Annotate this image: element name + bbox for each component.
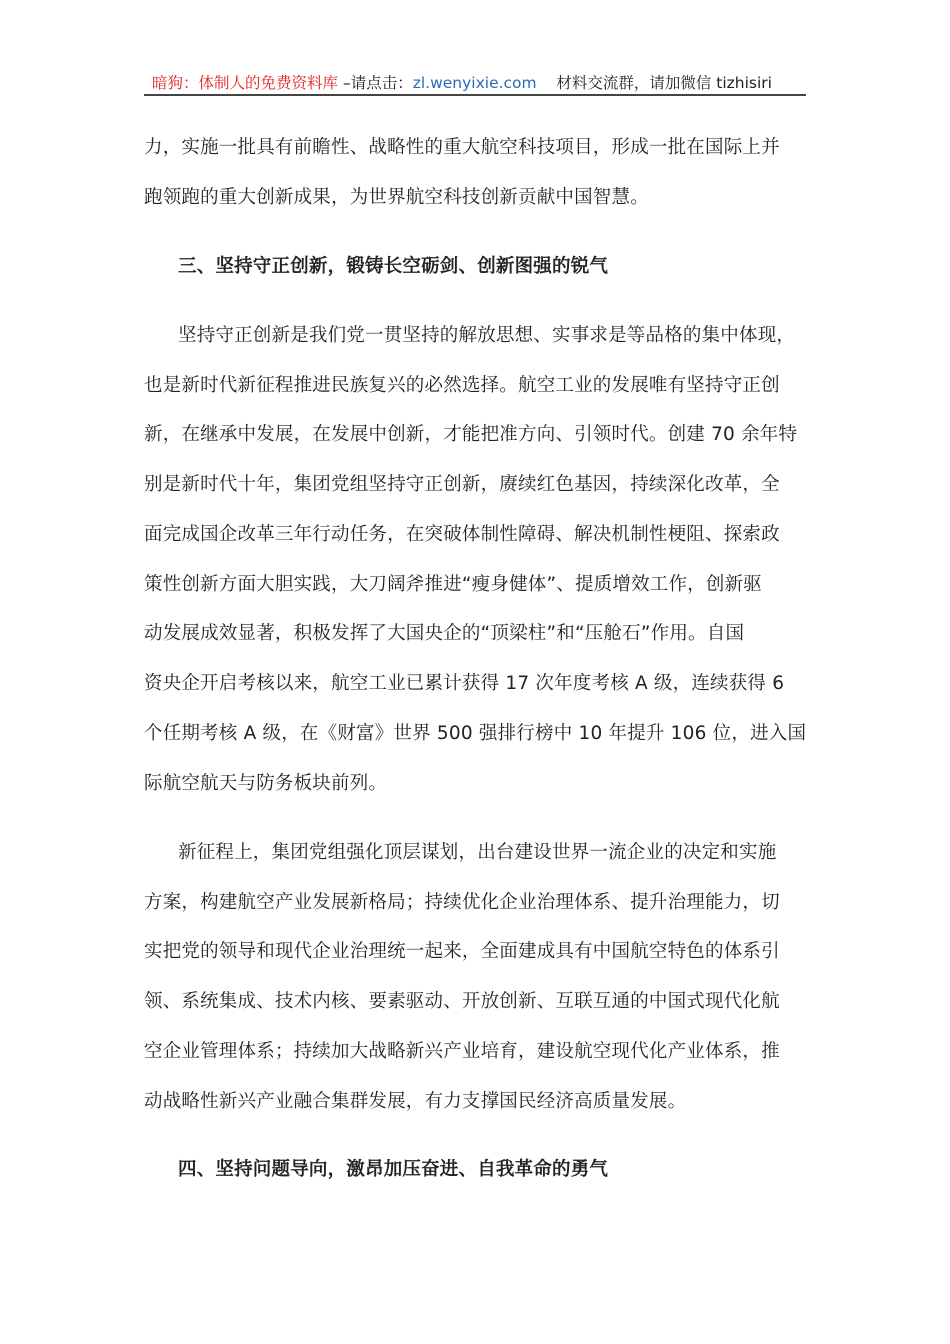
header-site-name: 暗狗：体制人的免费资料库 xyxy=(152,74,339,92)
paragraph-line: 实把党的领导和现代企业治理统一起来，全面建成具有中国航空特色的体系引 xyxy=(144,941,780,962)
paragraph-line: 动发展成效显著，积极发挥了大国央企的“顶梁柱”和“压舱石”作用。自国 xyxy=(144,623,745,644)
page-header xyxy=(144,68,806,96)
paragraph-line: 策性创新方面大胆实践，大刀阔斧推进“瘦身健体”、提质增效工作，创新驱 xyxy=(144,574,762,595)
header-link[interactable]: zl.wenyixie.com xyxy=(412,74,537,92)
section-heading: 三、坚持守正创新，锻铸长空砺剑、创新图强的锐气 xyxy=(178,256,609,277)
header-line xyxy=(152,71,772,93)
paragraph-line: 别是新时代十年，集团党组坚持守正创新，赓续红色基因，持续深化改革，全 xyxy=(144,474,780,495)
paragraph-line: 个任期考核 A 级，在《财富》世界 500 强排行榜中 10 年提升 106 位，进入国 xyxy=(144,723,807,744)
section-heading: 四、坚持问题导向，激昂加压奋进、自我革命的勇气 xyxy=(178,1159,609,1180)
paragraph-line: 方案，构建航空产业发展新格局；持续优化企业治理体系、提升治理能力，切 xyxy=(144,892,780,913)
paragraph-line: 空企业管理体系；持续加大战略新兴产业培育，建设航空现代化产业体系，推 xyxy=(144,1041,780,1062)
header-click-prompt: –请点击： xyxy=(338,74,413,92)
paragraph-line: 坚持守正创新是我们党一贯坚持的解放思想、实事求是等品格的集中体现， xyxy=(178,325,796,346)
paragraph-line: 际航空航天与防务板块前列。 xyxy=(144,773,388,794)
paragraph-line: 面完成国企改革三年行动任务，在突破体制性障碍、解决机制性梗阻、探索政 xyxy=(144,524,780,545)
paragraph-line: 跑领跑的重大创新成果，为世界航空科技创新贡献中国智慧。 xyxy=(144,187,649,208)
paragraph-line: 领、系统集成、技术内核、要素驱动、开放创新、互联互通的中国式现代化航 xyxy=(144,991,780,1012)
paragraph-line: 资央企开启考核以来，航空工业已累计获得 17 次年度考核 A 级，连续获得 6 xyxy=(144,673,785,694)
header-wechat-note: 材料交流群，请加微信 tizhisiri xyxy=(536,74,772,92)
paragraph-line: 动战略性新兴产业融合集群发展，有力支撑国民经济高质量发展。 xyxy=(144,1091,687,1112)
paragraph-line: 新征程上，集团党组强化顶层谋划，出台建设世界一流企业的决定和实施 xyxy=(178,842,777,863)
paragraph-line: 新，在继承中发展，在发展中创新，才能把准方向、引领时代。创建 70 余年特 xyxy=(144,424,798,445)
paragraph-line: 力，实施一批具有前瞻性、战略性的重大航空科技项目，形成一批在国际上并 xyxy=(144,137,780,158)
paragraph-line: 也是新时代新征程推进民族复兴的必然选择。航空工业的发展唯有坚持守正创 xyxy=(144,375,780,396)
